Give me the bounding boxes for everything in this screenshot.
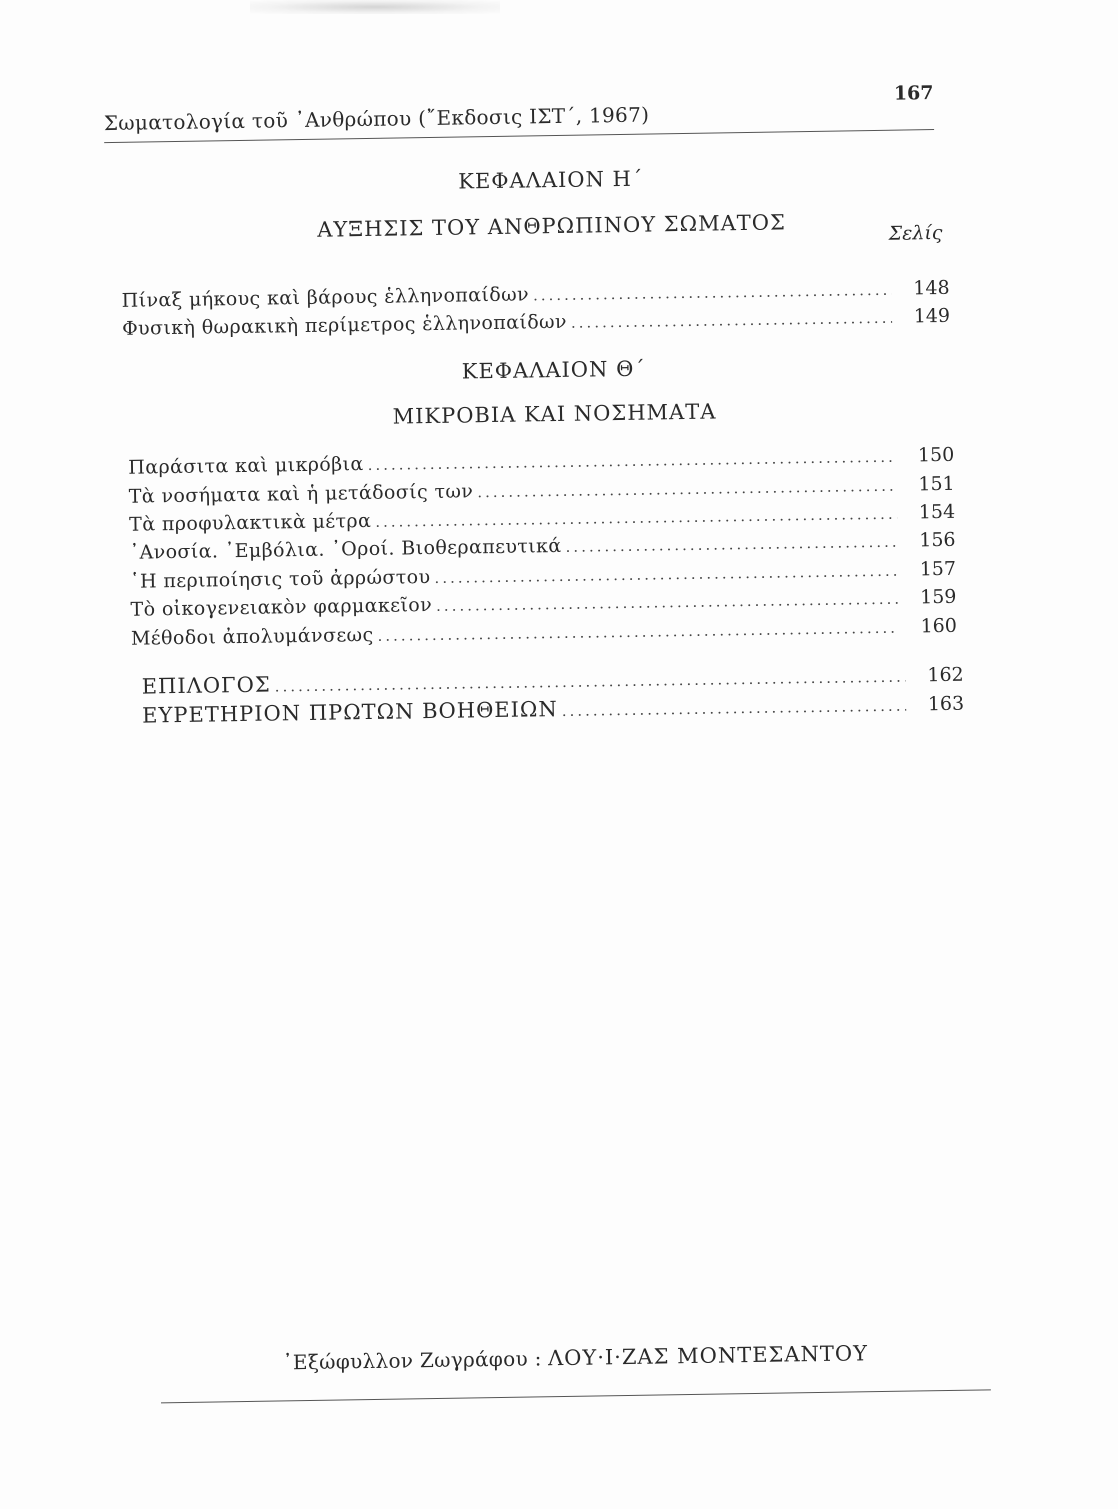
credit-artist-name: ΛΟΥ·Ι·ΖΑΣ ΜΟΝΤΕΣΑΝΤΟΥ — [547, 1341, 869, 1371]
toc-entry-page: 160 — [920, 614, 958, 638]
toc-entry-page: 150 — [917, 443, 955, 467]
toc-entry-page: 162 — [927, 663, 964, 687]
toc-entry-label: ΕΥΡΕΤΗΡΙΟΝ ΠΡΩΤΩΝ ΒΟΗΘΕΙΩΝ — [142, 697, 558, 728]
toc-entry-page: 148 — [913, 276, 950, 300]
toc-entry-label: Παράσιτα καὶ μικρόβια — [128, 453, 364, 479]
leader-dots — [275, 668, 906, 696]
leader-dots — [477, 477, 897, 502]
leader-dots — [436, 590, 899, 615]
leader-dots — [565, 533, 897, 556]
chapter-8-title: ΑΥΞΗΣΙΣ ΤΟΥ ΑΝΘΡΩΠΙΝΟΥ ΣΩΜΑΤΟΣ — [317, 210, 787, 242]
toc-entry-label: ΕΠΙΛΟΓΟΣ — [141, 672, 271, 699]
toc-entry-label: ᾿Ανοσία. ᾿Εμβόλια. ᾿Οροί. Βιοθεραπευτικά — [129, 534, 562, 564]
chapter-9-title: ΜΙΚΡΟΒΙΑ ΚΑΙ ΝΟΣΗΜΑΤΑ — [392, 399, 717, 429]
toc-entry-page: 157 — [919, 557, 957, 581]
toc-entry-page: 156 — [919, 528, 956, 552]
cover-credit — [161, 1341, 991, 1375]
toc-entry-label: ῾Η περιποίησις τοῦ ἀρρώστου — [129, 566, 431, 593]
toc-entry-page: 151 — [918, 472, 955, 496]
running-head — [103, 82, 935, 143]
credit-line — [160, 1339, 990, 1376]
footer-rule — [161, 1389, 991, 1403]
leader-dots — [434, 562, 898, 587]
chapter-8-heading: ΚΕΦΑΛΑΙΟΝ Η΄ — [458, 166, 644, 194]
toc-entry-label: Μέθοδοι ἀπολυμάνσεως — [130, 623, 374, 650]
toc-entry-page: 149 — [913, 304, 951, 328]
chapter-9-heading: ΚΕΦΑΛΑΙΟΝ Θ΄ — [461, 356, 646, 384]
toc-entry-label: Τὸ οἰκογενειακὸν φαρμακεῖον — [130, 593, 433, 621]
toc-entry-label: Τὰ προφυλακτικὰ μέτρα — [129, 509, 372, 536]
leader-dots — [367, 448, 896, 474]
leader-dots — [377, 619, 899, 645]
leader-dots — [375, 505, 897, 531]
leader-dots — [533, 281, 892, 305]
credit-prefix: ᾿Εξώφυλλον Ζωγράφου : — [282, 1346, 542, 1375]
toc-entry-label: Τὰ νοσήματα καὶ ἡ μετάδοσίς των — [128, 480, 474, 508]
leader-dots — [562, 697, 907, 720]
pages-column-label: Σελίς — [888, 221, 943, 245]
toc-entry-label: Φυσικὴ θωρακικὴ περίμετρος ἑλληνοπαίδων — [121, 310, 568, 340]
toc-entry-page: 159 — [919, 585, 957, 609]
toc-entry-page: 163 — [927, 692, 965, 716]
running-title: Σωματολογία τοῦ ᾿Ανθρώπου (῎Εκδοσις ΙΣΤ΄, 1967) — [103, 102, 650, 136]
leader-dots — [571, 309, 892, 332]
toc-entry-label: Πίναξ μήκους καὶ βάρους ἑλληνοπαίδων — [121, 283, 530, 312]
page-number: 167 — [893, 82, 934, 105]
toc-entry-page: 154 — [918, 500, 956, 524]
